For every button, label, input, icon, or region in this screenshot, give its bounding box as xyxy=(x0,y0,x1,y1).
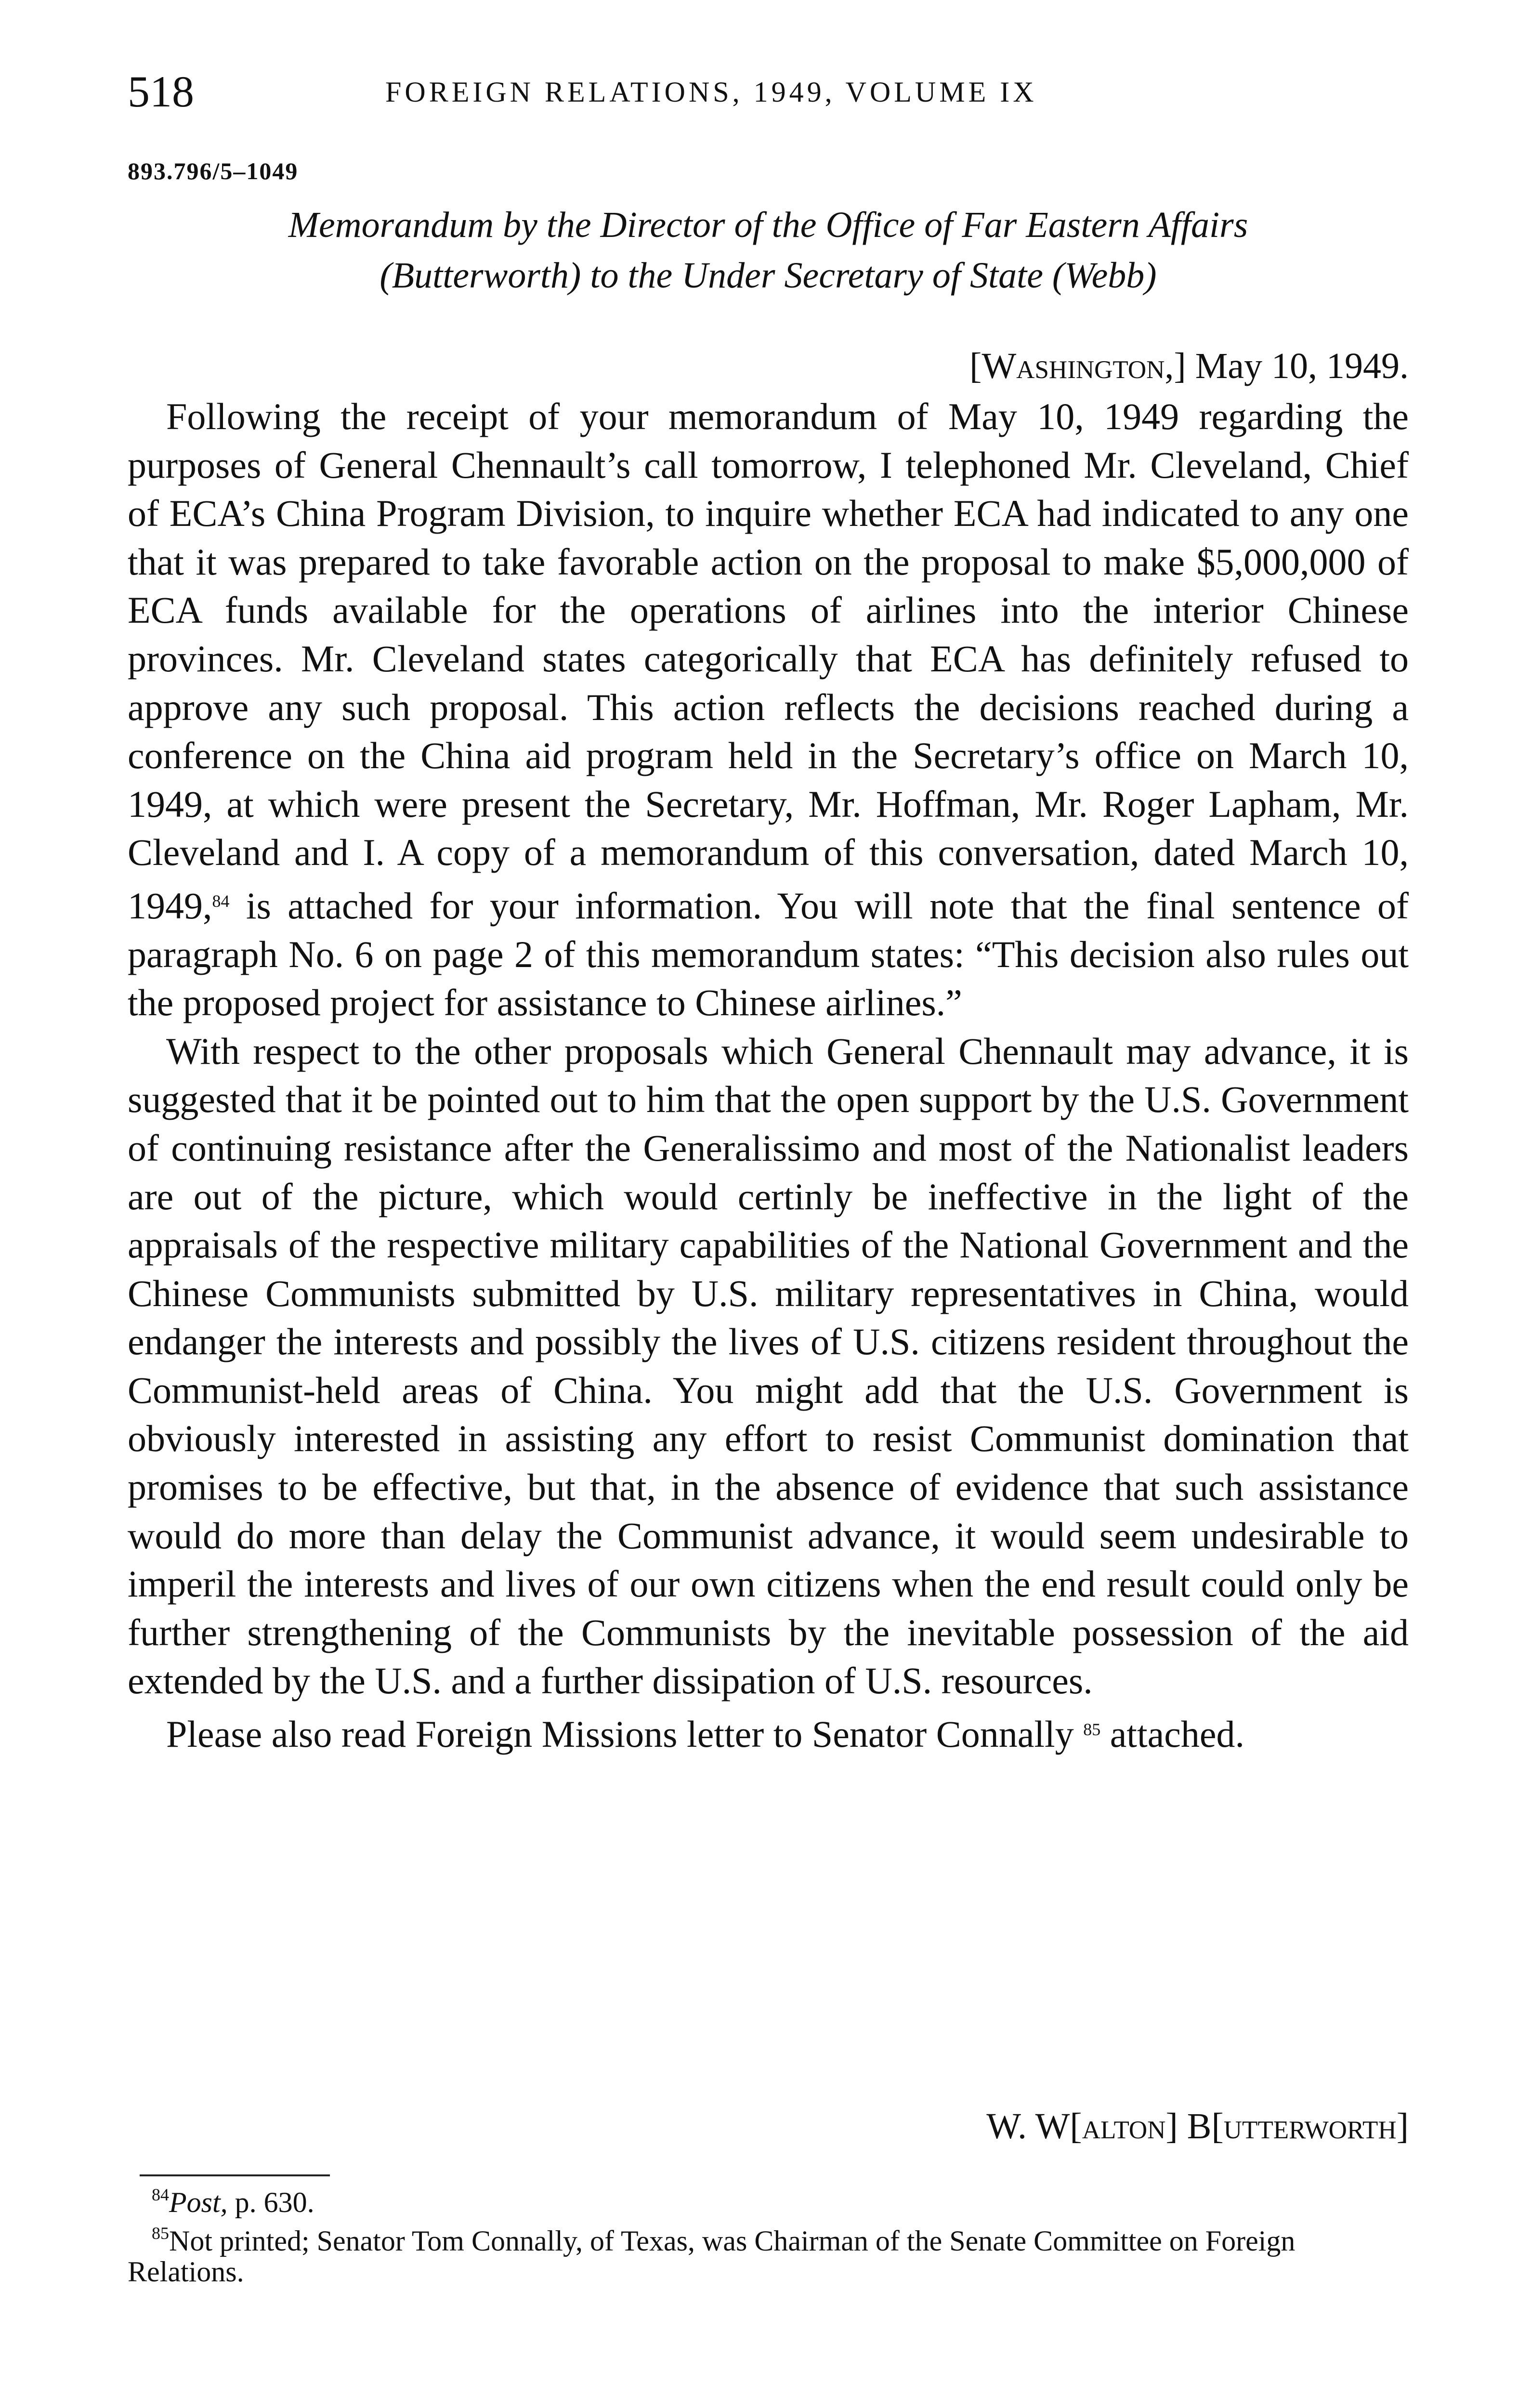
body-paragraph-3-text: Please also read Foreign Missions letter to Senator Connally xyxy=(166,1713,1074,1755)
signature: W. W[alton] B[utterworth] xyxy=(986,2106,1409,2146)
body-paragraph-1-part-2: is attached for your information. You will note that the final sentence of paragraph No. 6 on page 2 of this memorandum states: “This decision also rules out the proposed project for assistance to Chinese airlines.” xyxy=(128,884,1409,1024)
dateline xyxy=(969,342,1409,390)
footnotes xyxy=(128,2179,1409,2287)
footnote-85 xyxy=(128,2218,1409,2287)
footnote-84 xyxy=(128,2179,1409,2218)
footnote-text: p. 630. xyxy=(227,2186,314,2218)
body-paragraph-3 xyxy=(128,1705,1409,1759)
footnote-text: Not printed; Senator Tom Connally, of Texas, was Chairman of the Senate Committee on Foreign Relations. xyxy=(128,2225,1296,2288)
body-paragraph-1 xyxy=(128,393,1409,1027)
footnote-ref-85: 85 xyxy=(1083,1720,1101,1740)
page-number: 518 xyxy=(128,67,194,116)
document-title-line-1: Memorandum by the Director of the Office of Far Eastern Affairs xyxy=(288,205,1248,245)
file-number: 893.796/5–1049 xyxy=(128,157,299,184)
running-title: FOREIGN RELATIONS, 1949, VOLUME IX xyxy=(385,76,1037,108)
body-paragraph-3-end: attached. xyxy=(1100,1713,1245,1755)
dateline-place: [Washington,] xyxy=(969,346,1186,386)
footnote-divider xyxy=(140,2174,330,2176)
page-header xyxy=(128,65,1409,118)
memorandum-body xyxy=(128,393,1409,1759)
footnote-marker: 84 xyxy=(152,2185,169,2204)
document-title-line-2: (Butterworth) to the Under Secretary of State (Webb) xyxy=(380,255,1157,296)
dateline-date: May 10, 1949. xyxy=(1195,346,1409,386)
body-paragraph-1-part-1: Following the receipt of your memorandum of May 10, 1949 regarding the purposes of General Chennault’s call tomorrow, I telephoned Mr. Cleveland, Chief of ECA’s China Program Division, to inquire whether ECA had indicated to any one that it was prepared to take favorable action on the proposal to make $5,000,000 of ECA funds available for the operations of airlines into the interior Chinese provinces. Mr. Cleveland states categorically that ECA has definitely refused to approve any such proposal. This action reflects the decisions reached during a conference on the China aid program held in the Secretary’s office on March 10, 1949, at which were present the Secretary, Mr. Hoffman, Mr. Roger Lapham, Mr. Cleveland and I. A copy of a memorandum of this conversation, dated March 10, 1949, xyxy=(128,395,1409,927)
document-title xyxy=(128,200,1409,301)
footnote-ref-84: 84 xyxy=(212,891,230,911)
footnote-italic-text: Post, xyxy=(169,2186,228,2218)
body-paragraph-2: With respect to the other proposals which General Chennault may advance, it is suggested that it be pointed out to him that the open support by the U.S. Government of continuing resistance after the Generalissimo and most of the Nationalist leaders are out of the picture, which would certinly be ineffective in the light of the appraisals of the respective military capabilities of the National Government and the Chinese Communists submitted by U.S. military representatives in China, would endanger the interests and possibly the lives of U.S. citizens resident throughout the Communist-held areas of China. You might add that the U.S. Government is obviously interested in assisting any effort to resist Communist domination that promises to be effective, but that, in the absence of evidence that such assistance would do more than delay the Communist advance, it would seem undesirable to imperil the interests and lives of our own citizens when the end result could only be further strengthening of the Communists by the inevitable possession of the aid extended by the U.S. and a further dissipation of U.S. resources. xyxy=(128,1030,1409,1702)
footnote-marker: 85 xyxy=(152,2224,169,2243)
